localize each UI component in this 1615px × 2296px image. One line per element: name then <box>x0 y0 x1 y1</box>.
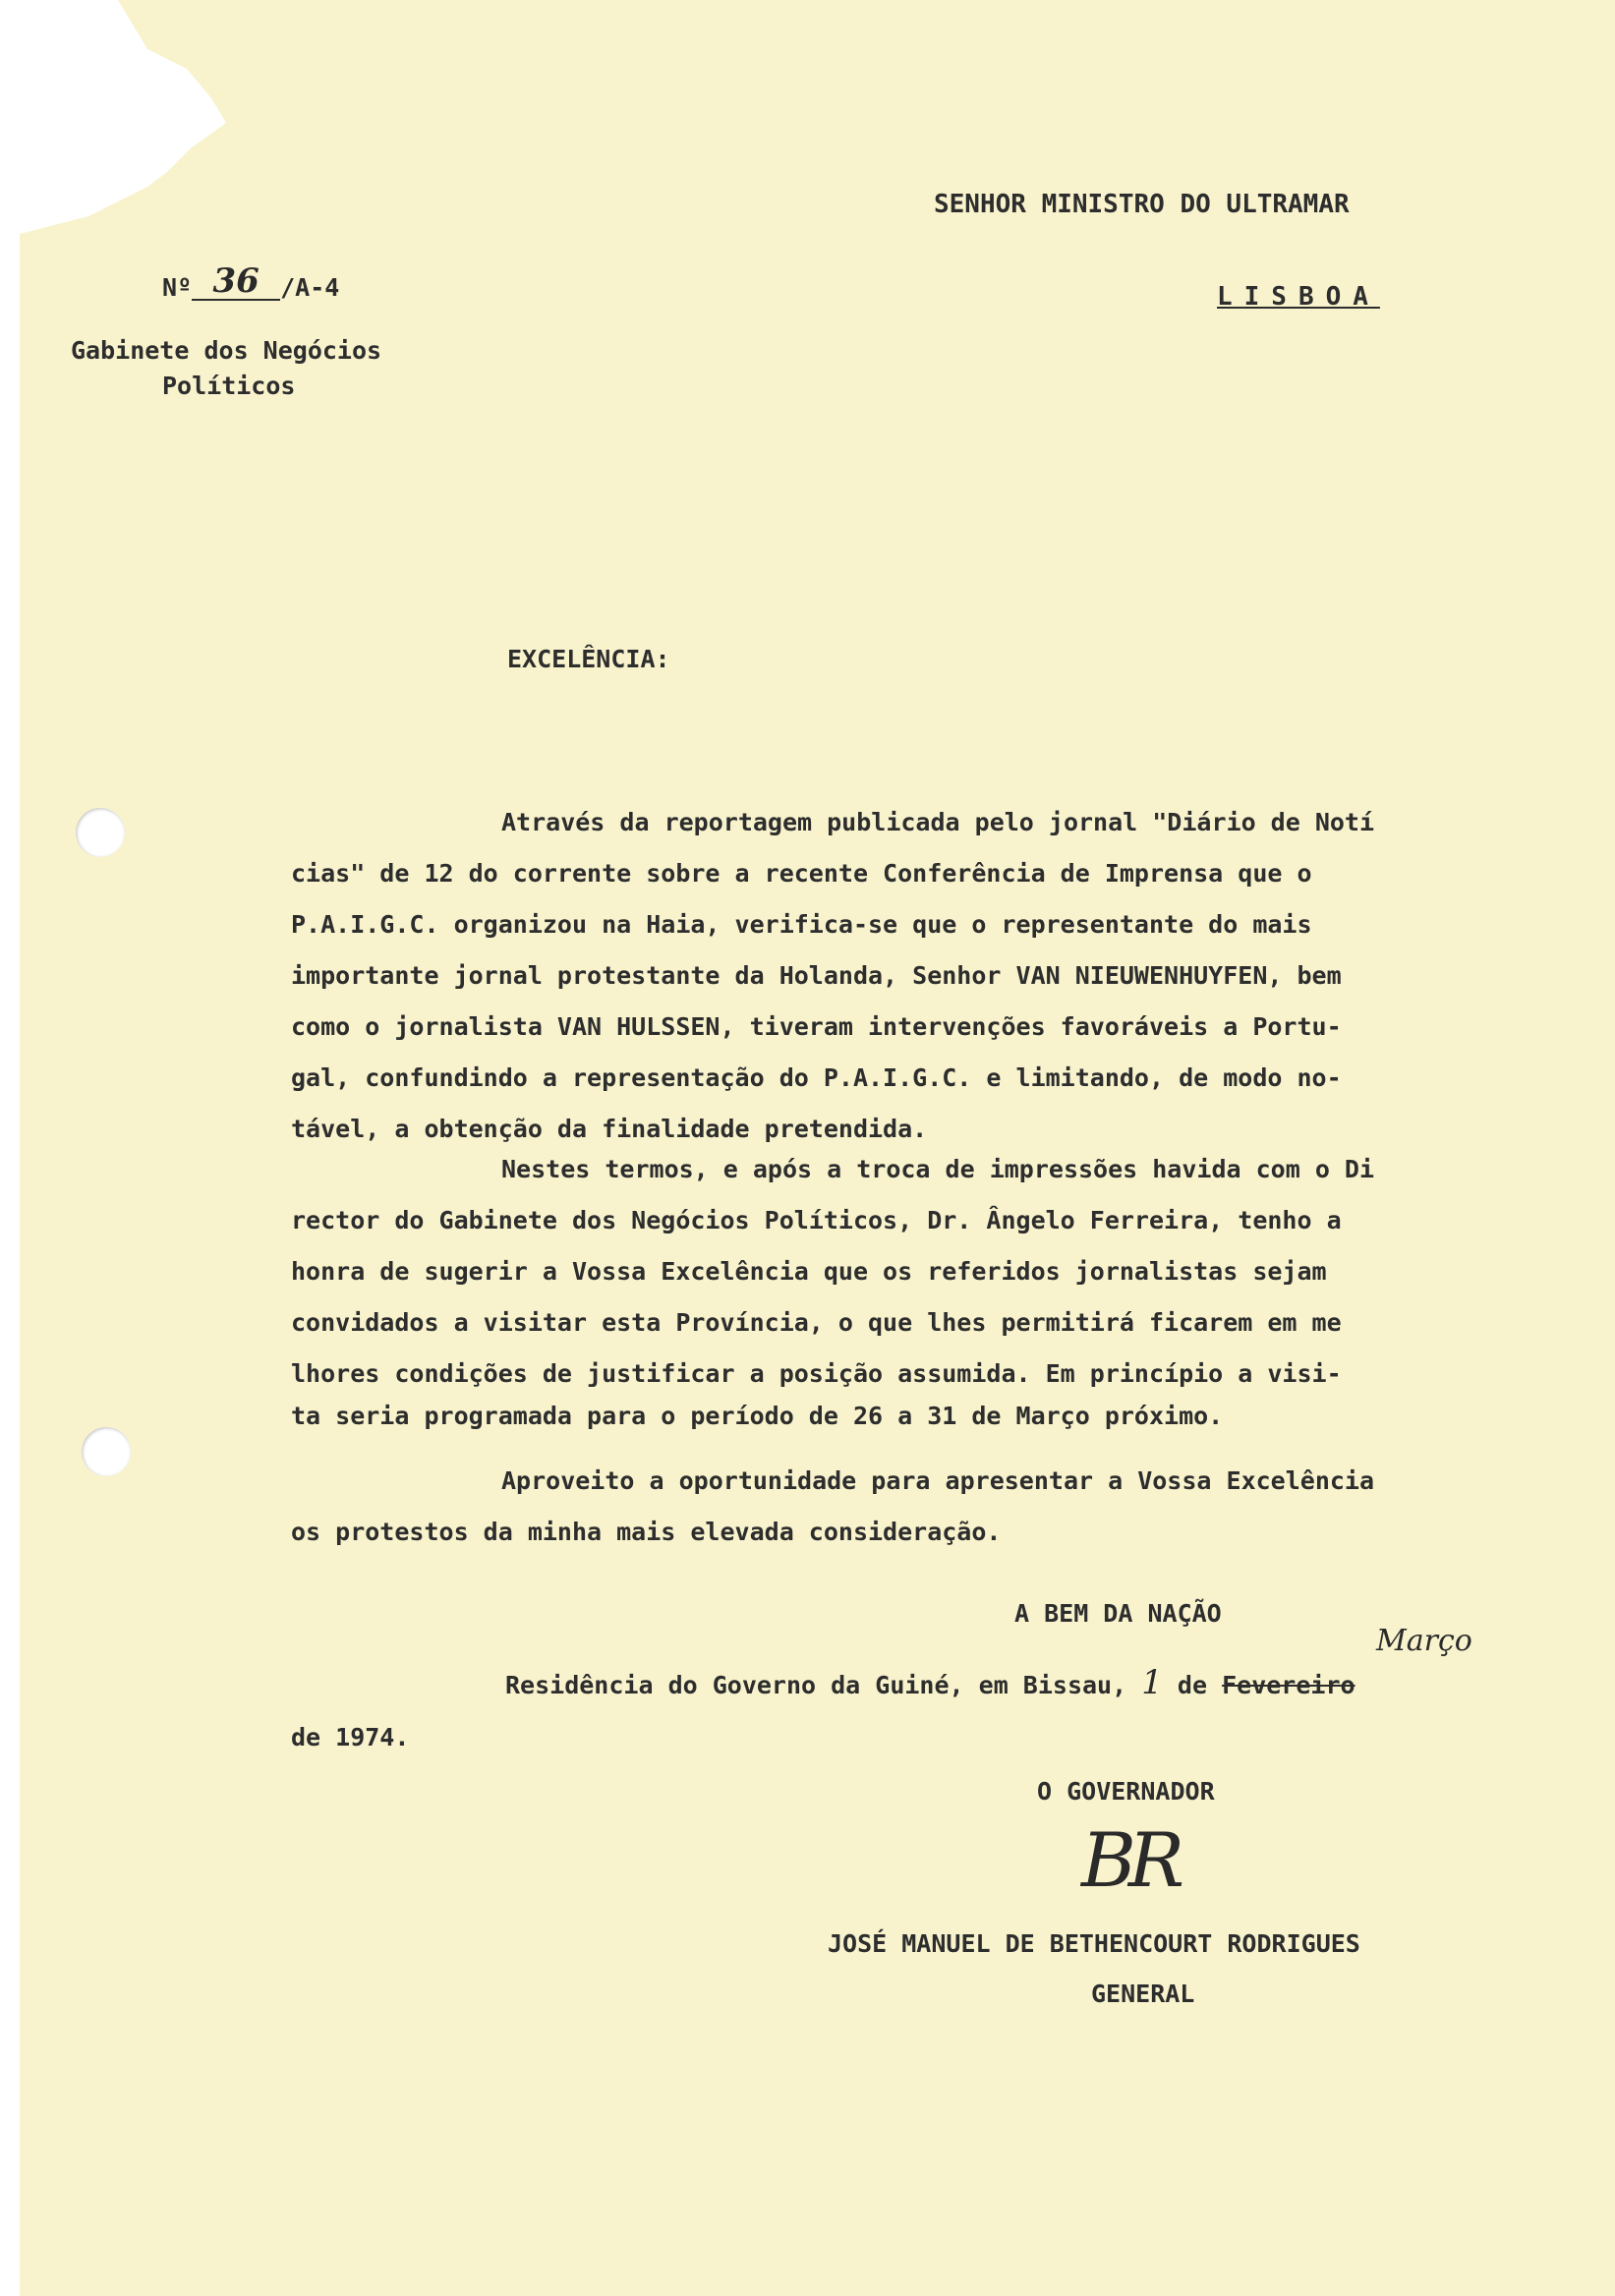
ref-prefix: Nº <box>162 273 193 302</box>
month-handwritten: Março <box>1376 1624 1472 1658</box>
punch-hole-top <box>76 808 125 857</box>
body-line: Nestes termos, e após a troca de impressões havida com o Di <box>501 1155 1375 1183</box>
body-line: P.A.I.G.C. organizou na Haia, verifica-se que o representante do mais <box>291 910 1312 939</box>
body-line: os protestos da minha mais elevada consideração. <box>291 1518 1002 1546</box>
day-handwritten: 1 <box>1141 1663 1163 1702</box>
body-line: lhores condições de justificar a posição assumida. Em princípio a visi- <box>291 1359 1342 1388</box>
body-line: como o jornalista VAN HULSSEN, tiveram intervenções favoráveis a Portu- <box>291 1012 1342 1041</box>
body-line: ta seria programada para o período de 26 a 31 de Março próximo. <box>291 1402 1224 1430</box>
punch-hole-bottom <box>82 1427 131 1476</box>
office-line-2: Políticos <box>162 372 296 400</box>
body-line: importante jornal protestante da Holanda, Senhor VAN NIEUWENHUYFEN, bem <box>291 961 1342 990</box>
salutation: EXCELÊNCIA: <box>507 645 670 673</box>
place-date-line <box>505 1663 1355 1702</box>
signature: BR <box>1081 1816 1178 1904</box>
body-line: honra de sugerir a Vossa Excelência que os referidos jornalistas sejam <box>291 1257 1327 1286</box>
body-line: cias" de 12 do corrente sobre a recente Conferência de Imprensa que o <box>291 859 1312 888</box>
governor-rank: GENERAL <box>1091 1980 1195 2008</box>
ref-suffix: /A-4 <box>280 273 340 302</box>
de-word: de <box>1177 1671 1208 1699</box>
month-struck: Fevereiro <box>1222 1671 1355 1699</box>
body-line: Aproveito a oportunidade para apresentar a Vossa Excelência <box>501 1466 1375 1495</box>
office-line-1: Gabinete dos Negócios <box>71 336 382 365</box>
body-line: rector do Gabinete dos Negócios Políticos, Dr. Ângelo Ferreira, tenho a <box>291 1206 1342 1234</box>
body-line: gal, confundindo a representação do P.A.I.G.C. e limitando, de modo no- <box>291 1063 1342 1092</box>
governor-title: O GOVERNADOR <box>1037 1777 1215 1806</box>
place-date-prefix: Residência do Governo da Guiné, em Bissau, <box>505 1671 1127 1699</box>
body-line: convidados a visitar esta Província, o que lhes permitirá ficarem em me <box>291 1308 1342 1337</box>
year-line: de 1974. <box>291 1723 410 1751</box>
ref-number-handwritten: 36 <box>212 261 260 301</box>
city: LISBOA <box>1217 282 1380 312</box>
governor-name: JOSÉ MANUEL DE BETHENCOURT RODRIGUES <box>828 1929 1360 1958</box>
reference-number <box>162 261 340 305</box>
addressee: SENHOR MINISTRO DO ULTRAMAR <box>934 190 1350 219</box>
body-line: tável, a obtenção da finalidade pretendida. <box>291 1115 928 1143</box>
motto: A BEM DA NAÇÃO <box>1014 1599 1222 1628</box>
body-line: Através da reportagem publicada pelo jornal "Diário de Notí <box>501 808 1375 836</box>
